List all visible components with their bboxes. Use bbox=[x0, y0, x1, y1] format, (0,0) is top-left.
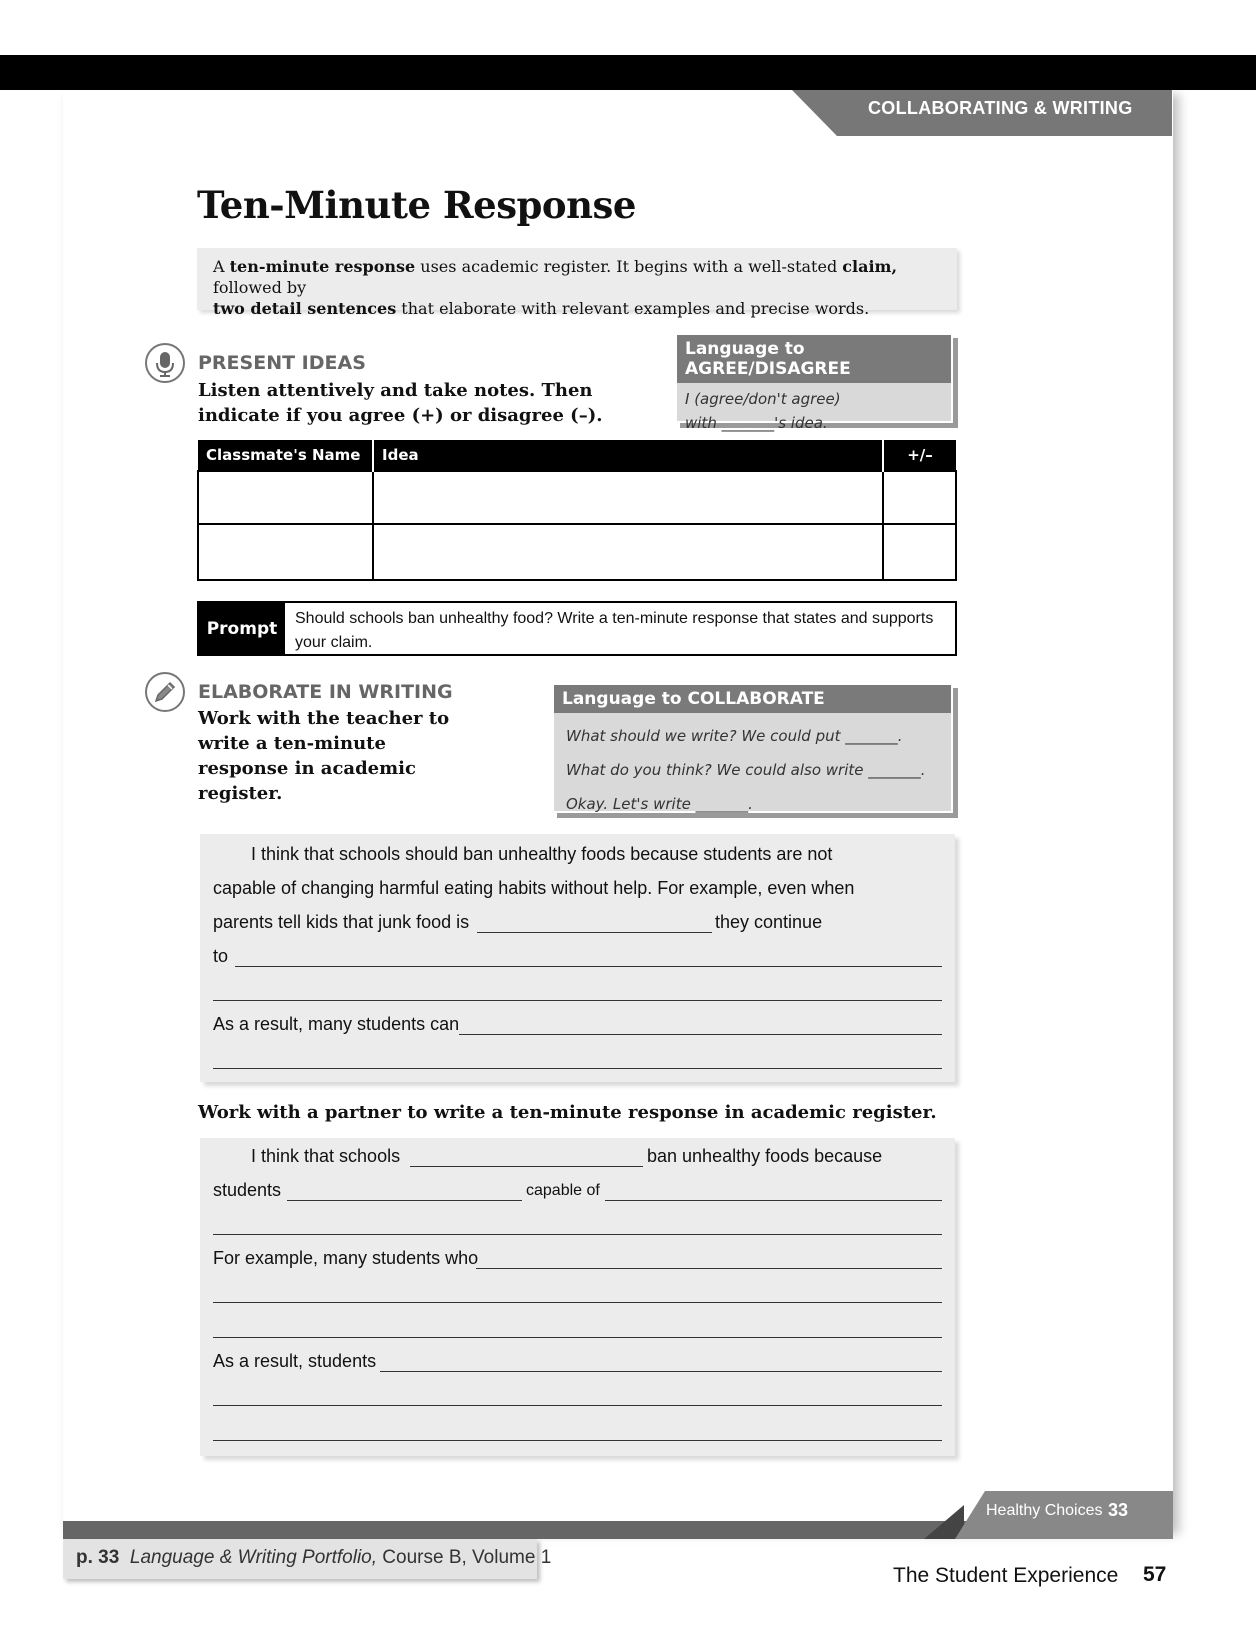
frame-text: I think that schools should ban unhealthy foods because students are not bbox=[251, 844, 833, 864]
table-cell-name[interactable] bbox=[198, 524, 373, 580]
blank-line[interactable] bbox=[380, 1371, 942, 1372]
frame-text: parents tell kids that junk food is bbox=[213, 912, 470, 932]
page-reference bbox=[76, 1547, 551, 1569]
blank-line[interactable] bbox=[476, 1268, 942, 1269]
agree-disagree-box bbox=[675, 333, 953, 432]
column-header-idea: Idea bbox=[373, 440, 883, 471]
blank-line[interactable] bbox=[213, 1405, 942, 1406]
notes-table bbox=[197, 440, 957, 581]
page-number: 57 bbox=[1143, 1563, 1167, 1586]
frame-text: As a result, students bbox=[213, 1351, 377, 1371]
blank-line[interactable] bbox=[410, 1166, 643, 1167]
prompt-label: Prompt bbox=[199, 603, 285, 654]
unit-name: Healthy Choices bbox=[986, 1502, 1103, 1519]
blank-line[interactable] bbox=[477, 932, 712, 933]
reference-title: Language & Writing Portfolio, bbox=[129, 1547, 378, 1568]
collaborate-title: Language to COLLABORATE bbox=[554, 685, 951, 713]
frame-text: capable of changing harmful eating habits without help. For example, even when bbox=[213, 878, 855, 898]
blank-line[interactable] bbox=[213, 1068, 942, 1069]
teacher-writing-frame bbox=[200, 834, 955, 1082]
blank-line[interactable] bbox=[459, 1034, 942, 1035]
frame-text: For example, many students who bbox=[213, 1248, 479, 1268]
blank-line[interactable] bbox=[213, 1337, 942, 1338]
present-ideas-heading: PRESENT IDEAS bbox=[198, 352, 366, 374]
frame-text: to bbox=[213, 946, 229, 966]
blank-line[interactable] bbox=[213, 1000, 942, 1001]
frame-text: I think that schools bbox=[251, 1146, 401, 1166]
frame-text: they continue bbox=[715, 912, 823, 932]
agree-disagree-title: Language to AGREE/DISAGREE bbox=[677, 335, 951, 383]
table-cell-agree[interactable] bbox=[883, 471, 956, 524]
blank-line[interactable] bbox=[213, 1234, 942, 1235]
pencil-icon bbox=[145, 672, 185, 712]
table-cell-agree[interactable] bbox=[883, 524, 956, 580]
intro-text: that elaborate with relevant examples and precise words. bbox=[396, 299, 870, 318]
blank-line[interactable] bbox=[287, 1200, 522, 1201]
agree-frame-line: with _______'s idea. bbox=[685, 414, 828, 432]
column-header-name: Classmate's Name bbox=[198, 440, 373, 471]
top-black-bar bbox=[0, 55, 1256, 90]
page-title: Ten-Minute Response bbox=[197, 183, 636, 227]
agree-frame-line: I (agree/don't agree) bbox=[685, 390, 841, 408]
table-cell-idea[interactable] bbox=[373, 524, 883, 580]
frame-text: As a result, many students can bbox=[213, 1014, 460, 1034]
column-header-agree: +/– bbox=[883, 440, 956, 471]
blank-line[interactable] bbox=[213, 1440, 942, 1441]
collaborate-box bbox=[552, 683, 953, 813]
intro-term: ten-minute response bbox=[229, 257, 416, 276]
blank-line[interactable] bbox=[213, 1302, 942, 1303]
collaborate-frame-line: Okay. Let's write _______. bbox=[566, 795, 753, 813]
reference-page: p. 33 bbox=[76, 1547, 120, 1568]
blank-line[interactable] bbox=[235, 966, 942, 967]
intro-text: followed by bbox=[213, 278, 307, 297]
section-tab-label: COLLABORATING & WRITING bbox=[868, 98, 1133, 118]
experience-label: The Student Experience bbox=[893, 1564, 1119, 1587]
microphone-icon bbox=[145, 343, 185, 383]
frame-text: students bbox=[213, 1180, 282, 1200]
unit-page-number: 33 bbox=[1108, 1500, 1129, 1520]
prompt-text: Should schools ban unhealthy food? Write a ten-minute response that states and supports your claim. bbox=[295, 610, 934, 651]
collaborate-frame-line: What should we write? We could put _______. bbox=[566, 727, 903, 745]
frame-text: ban unhealthy foods because bbox=[647, 1146, 883, 1166]
elaborate-heading: ELABORATE IN WRITING bbox=[198, 681, 453, 703]
intro-box bbox=[197, 248, 957, 318]
partner-instructions: Work with a partner to write a ten-minute response in academic register. bbox=[198, 1102, 937, 1123]
table-cell-name[interactable] bbox=[198, 471, 373, 524]
frame-text: capable of bbox=[526, 1182, 600, 1199]
intro-term: claim, bbox=[842, 257, 898, 276]
intro-text: A bbox=[213, 257, 230, 276]
collaborate-frame-line: What do you think? We could also write _______. bbox=[566, 761, 926, 779]
prompt-box bbox=[197, 601, 957, 656]
intro-text: uses academic register. It begins with a well-stated bbox=[415, 257, 843, 276]
intro-term: two detail sentences bbox=[213, 299, 397, 318]
blank-line[interactable] bbox=[605, 1200, 942, 1201]
present-ideas-instructions: Listen attentively and take notes. Then indicate if you agree (+) or disagree (–). bbox=[198, 380, 603, 426]
reference-course: Course B, Volume 1 bbox=[377, 1547, 552, 1568]
table-cell-idea[interactable] bbox=[373, 471, 883, 524]
elaborate-instructions: Work with the teacher to write a ten-minute response in academic register. bbox=[198, 708, 450, 804]
